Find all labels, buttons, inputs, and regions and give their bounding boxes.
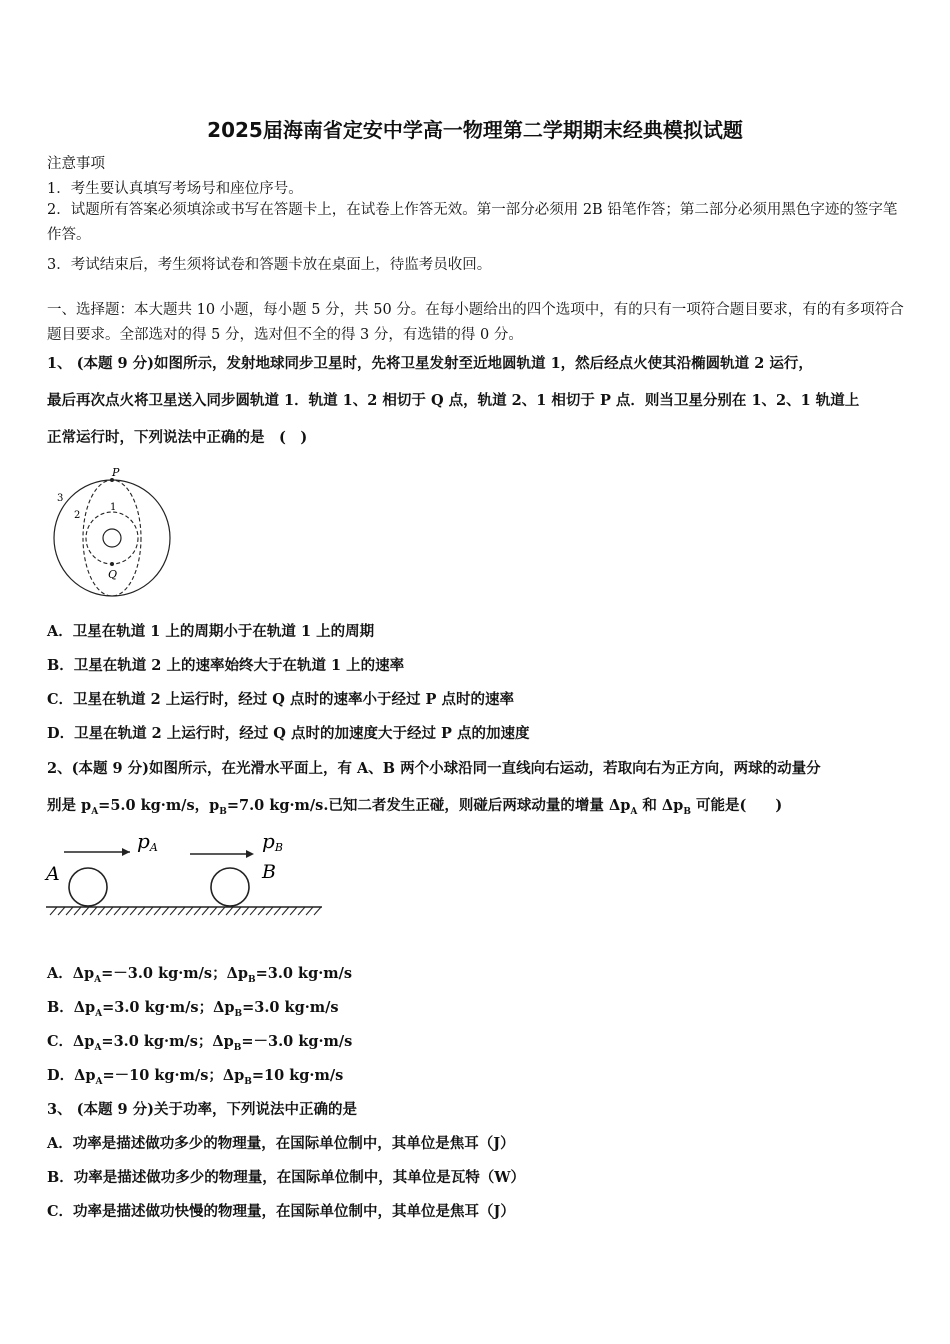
q2-option-b: B．$\Delta p_A=3.0$ kg·m/s；$\Delta p_B=3.0$ kg·m/s (47, 999, 339, 1019)
section-intro: 一、选择题：本大题共 10 小题，每小题 5 分，共 50 分。在每小题给出的四个选项中，有的只有一项符合题目要求，有的有多项符合题目要求。全部选对的得 5 分，选对但不全的得 3 分，有选错的得 0 分。 (47, 302, 904, 343)
q1-stem-line2: 最后再次点火将卫星送入同步圆轨道 1．轨道 1、2 相切于 Q 点，轨道 2、1 相切于 P 点．则当卫星分别在 1、2、1 轨道上 (47, 392, 860, 409)
q1-option-b: B．卫星在轨道 2 上的速率始终大于在轨道 1 上的速率 (47, 657, 405, 674)
q3-option-a: A．功率是描述做功多少的物理量，在国际单位制中，其单位是焦耳（J） (47, 1135, 515, 1152)
point-q-dot (110, 562, 114, 566)
q1-stem-line1: 1、 (本题 9 分)如图所示，发射地球同步卫星时，先将卫星发射至近地圆轨道 1，然后经点火使其沿椭圆轨道 2 运行， (47, 355, 813, 372)
label-pb: pB (262, 829, 283, 854)
q2-stem-line2: 别是 $p_A=5.0$ kg·m/s，$p_B=7.0$ kg·m/s.已知二者发生正碰，则碰后两球动量的增量 $\Delta p_A$ 和 $\Delta p_B$ 可能是( ) (47, 797, 783, 817)
q2-stem-line1: 2、(本题 9 分)如图所示，在光滑水平面上，有 A、B 两个小球沿同一直线向右运动，若取向右为正方向，两球的动量分 (47, 760, 821, 777)
orbit-1-circle (86, 512, 138, 564)
q3-option-c: C．功率是描述做功快慢的物理量，在国际单位制中，其单位是焦耳（J） (47, 1203, 515, 1220)
arrow-a-head (122, 848, 130, 856)
label-ball-b: B (262, 861, 276, 883)
page-title: 2025届海南省定安中学高一物理第二学期期末经典模拟试题 (207, 118, 743, 142)
notice-item-1: 1．考生要认真填写考场号和座位序号。 (47, 181, 303, 197)
q1-option-d: D．卫星在轨道 2 上运行时，经过 Q 点时的加速度大于经过 P 点的加速度 (47, 725, 530, 742)
orbit-diagram (45, 460, 180, 600)
q1-stem-line3: 正常运行时，下列说法中正确的是 ( ) (47, 429, 308, 446)
q2-option-c: C．$\Delta p_A=3.0$ kg·m/s；$\Delta p_B=-3.0$ kg·m/s (47, 1033, 353, 1053)
label-ball-a: A (46, 863, 60, 885)
ball-b (211, 868, 249, 906)
label-q: Q (108, 568, 118, 581)
q2-option-d: D．$\Delta p_A=-10$ kg·m/s；$\Delta p_B=10$ kg·m/s (47, 1067, 344, 1087)
notice-item-3: 3．考试结束后，考生须将试卷和答题卡放在桌面上，待监考员收回。 (47, 257, 492, 273)
label-orbit-1: 1 (110, 502, 117, 513)
arrow-b-head (246, 850, 254, 858)
q3-stem: 3、 (本题 9 分)关于功率，下列说法中正确的是 (47, 1101, 358, 1118)
q3-option-b: B．功率是描述做功多少的物理量，在国际单位制中，其单位是瓦特（W） (47, 1169, 526, 1186)
ground-hatching (50, 907, 321, 915)
q1-option-c: C．卫星在轨道 2 上运行时，经过 Q 点时的速率小于经过 P 点时的速率 (47, 691, 514, 708)
q2-option-a: A．$\Delta p_A=-3.0$ kg·m/s；$\Delta p_B=3.0$ kg·m/s (47, 965, 353, 985)
ball-a (69, 868, 107, 906)
collision-diagram (42, 826, 327, 926)
label-p: P (112, 466, 120, 479)
label-pa: pA (137, 829, 158, 854)
notice-heading: 注意事项 (47, 156, 105, 172)
label-orbit-2: 2 (74, 510, 81, 521)
earth-circle (103, 529, 121, 547)
q1-option-a: A．卫星在轨道 1 上的周期小于在轨道 1 上的周期 (47, 623, 375, 640)
label-orbit-3: 3 (57, 493, 64, 504)
notice-item-2: 2．试题所有答案必须填涂或书写在答题卡上，在试卷上作答无效。第一部分必须用 2B 铅笔作答；第二部分必须用黑色字迹的签字笔作答。 (47, 202, 898, 243)
